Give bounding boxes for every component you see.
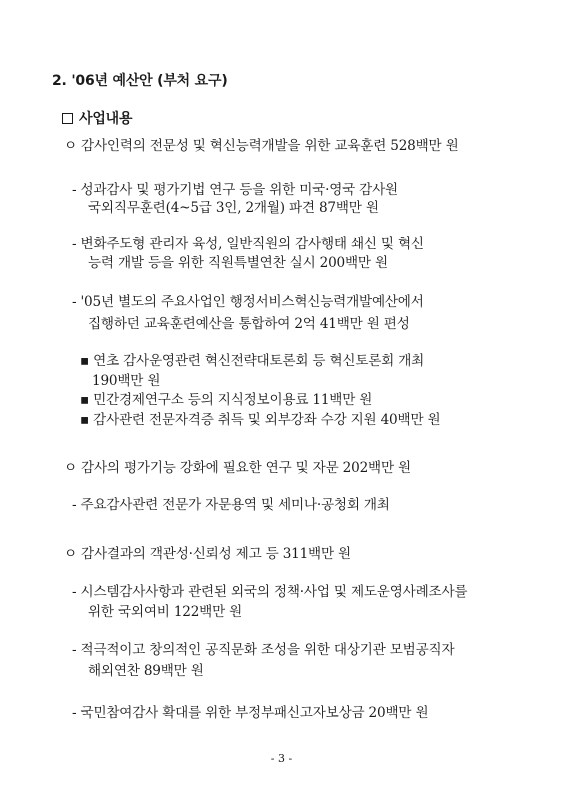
body-line: 능력 개발 등을 위한 직원특별연찬 실시 200백만 원 [88,255,388,271]
section-title: 사업내용 [79,111,133,127]
body-line: ▪ 연초 감사운영관련 혁신전략대토론회 등 혁신토론회 개최 [80,353,425,369]
body-line: - 변화주도형 관리자 육성, 일반직원의 감사행태 쇄신 및 혁신 [72,236,424,252]
body-line: - 성과감사 및 평가기법 연구 등을 위한 미국·영국 감사원 [72,182,398,198]
page-number: - 3 - [270,752,293,765]
section-header [62,110,132,128]
body-line: 해외연찬 89백만 원 [88,663,204,679]
body-line: - 주요감사관련 전문가 자문용역 및 세미나·공청회 개최 [72,497,390,513]
body-line: - 적극적이고 창의적인 공직문화 조성을 위한 대상기관 모범공직자 [72,642,455,658]
body-line: 위한 국외여비 122백만 원 [88,604,243,620]
body-line: ㅇ 감사인력의 전문성 및 혁신능력개발을 위한 교육훈련 528백만 원 [64,138,459,154]
body-line: ▪ 민간경제연구소 등의 지식정보이용료 11백만 원 [80,392,373,408]
body-line: ㅇ 감사의 평가기능 강화에 필요한 연구 및 자문 202백만 원 [64,460,411,476]
body-line: - '05년 별도의 주요사업인 행정서비스혁신능력개발예산에서 [72,294,424,310]
body-line: 190백만 원 [92,373,161,389]
body-line: - 시스템감사사항과 관련된 외국의 정책·사업 및 제도운영사례조사를 [72,584,468,600]
body-line: 국외직무훈련(4~5급 3인, 2개월) 파견 87백만 원 [88,200,379,216]
document-heading: 2. '06년 예산안 (부처 요구) [52,73,228,89]
checkbox-square-icon [62,113,73,124]
body-line: - 국민참여감사 확대를 위한 부정부패신고자보상금 20백만 원 [72,705,429,721]
body-line: 집행하던 교육훈련예산을 통합하여 2억 41백만 원 편성 [88,316,410,332]
body-line: ㅇ 감사결과의 객관성·신뢰성 제고 등 311백만 원 [64,546,351,562]
body-line: ▪ 감사관련 전문자격증 취득 및 외부강좌 수강 지원 40백만 원 [80,412,441,428]
